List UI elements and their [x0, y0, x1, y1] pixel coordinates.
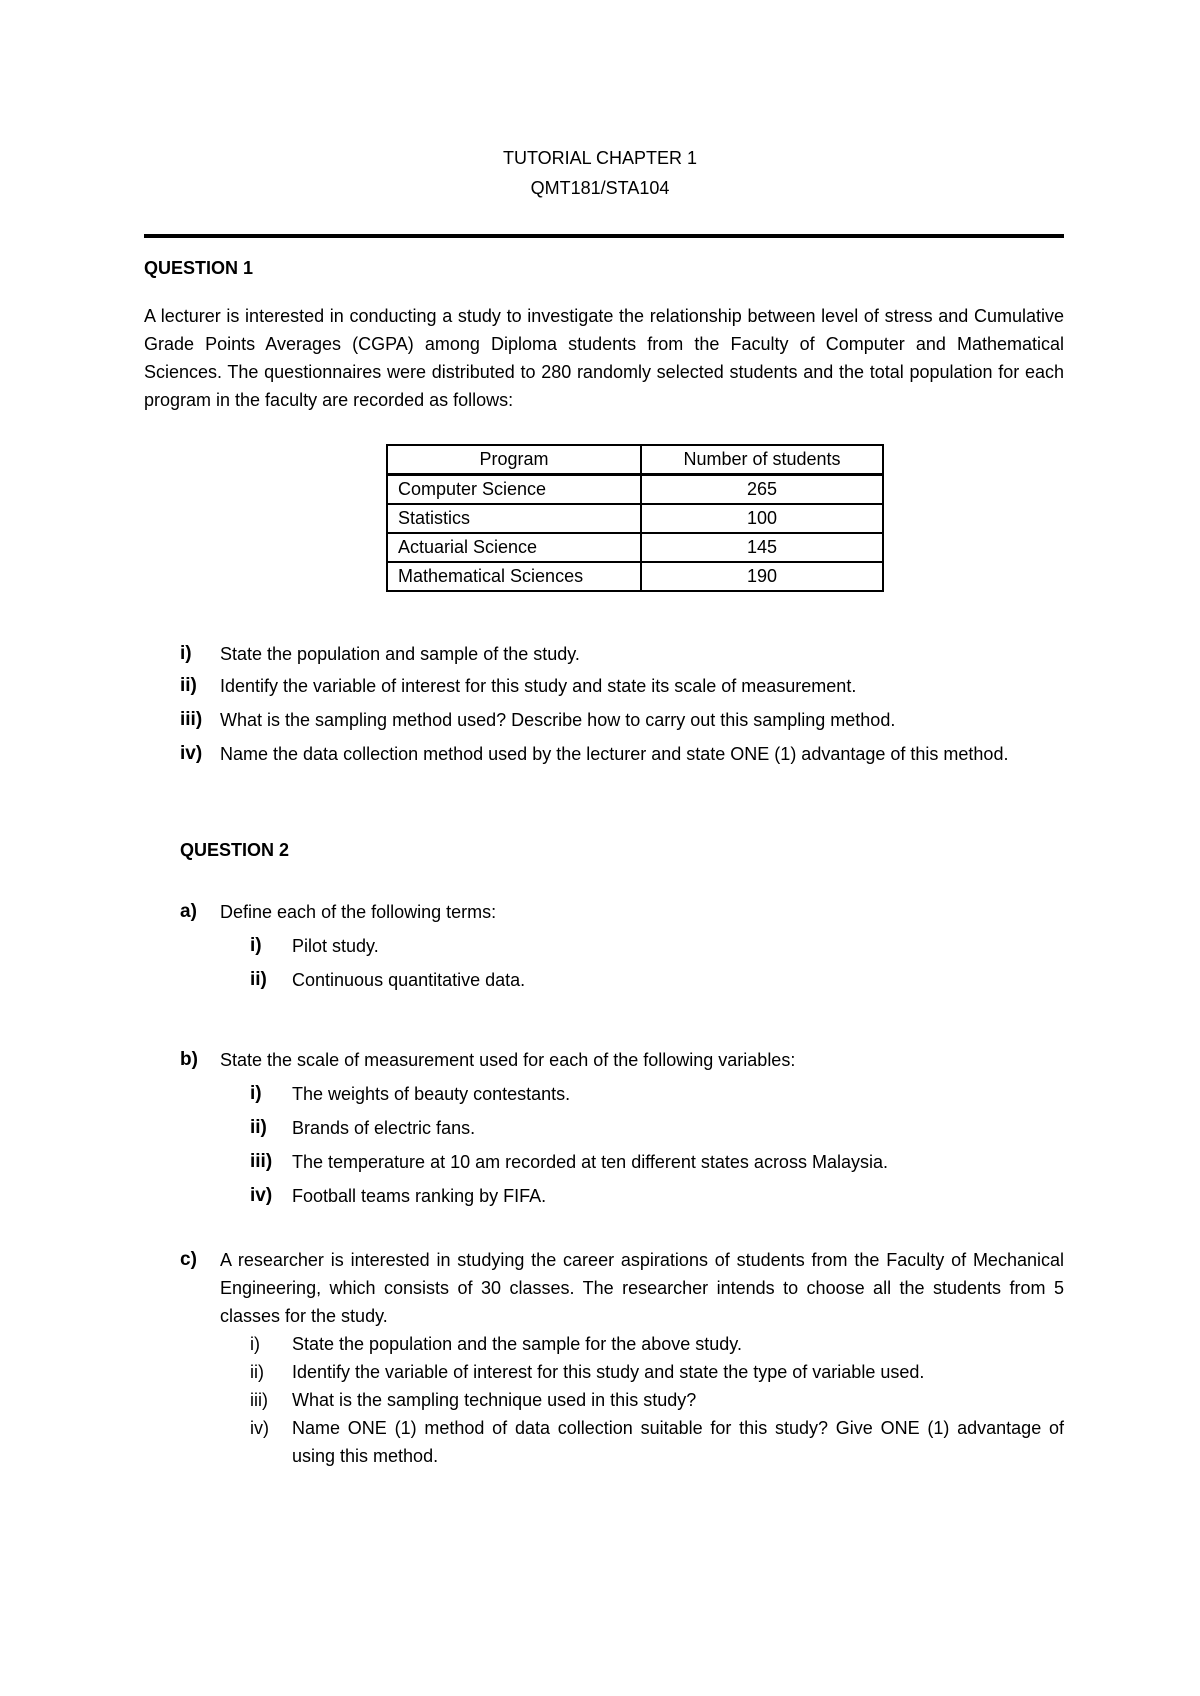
table-cell-program: Actuarial Science	[387, 533, 641, 562]
item-label: i)	[250, 1083, 262, 1104]
item-label: iv)	[250, 1185, 273, 1206]
item-text: Identify the variable of interest for this study and state the type of variable used.	[292, 1362, 925, 1382]
item-label: ii)	[250, 1117, 267, 1138]
q2-c-item-iii	[250, 1386, 1064, 1414]
item-text: Football teams ranking by FIFA.	[292, 1186, 547, 1206]
item-label: ii)	[180, 675, 197, 696]
table-header-row	[387, 445, 883, 475]
table-cell-program: Mathematical Sciences	[387, 562, 641, 591]
part-label: a)	[180, 901, 197, 922]
item-text: Identify the variable of interest for this study and state its scale of measurement.	[220, 676, 857, 696]
item-label: ii)	[250, 969, 267, 990]
q2-part-b	[180, 1046, 1064, 1074]
question-1-intro: A lecturer is interested in conducting a study to investigate the relationship between level of stress and Cumulative Grade Points Averages (CGPA) among Diploma students from the Faculty of Computer and Mathematical Sciences. The questionnaires were distributed to 280 randomly selected students and the total population for each program in the faculty are recorded as follows:	[144, 306, 1064, 410]
table-header-program: Program	[387, 445, 641, 475]
table-header-count: Number of students	[641, 445, 883, 475]
item-text: The temperature at 10 am recorded at ten different states across Malaysia.	[292, 1152, 888, 1172]
q2-b-item-ii	[250, 1114, 1064, 1142]
table-row	[387, 562, 883, 591]
table-row	[387, 504, 883, 533]
course-code: QMT181/STA104	[530, 178, 670, 198]
q1-item-i	[180, 640, 1064, 668]
q2-b-item-iv	[250, 1182, 1064, 1210]
q2-part-a	[180, 898, 1064, 926]
item-text: What is the sampling method used? Describe how to carry out this sampling method.	[220, 710, 896, 730]
item-label: ii)	[250, 1362, 264, 1382]
part-label: b)	[180, 1049, 198, 1070]
item-label: i)	[180, 643, 192, 664]
part-text: State the scale of measurement used for each of the following variables:	[220, 1050, 796, 1070]
question-2-heading: QUESTION 2	[180, 840, 290, 860]
table-cell-count: 190	[641, 562, 883, 591]
part-text: Define each of the following terms:	[220, 902, 497, 922]
item-text: Brands of electric fans.	[292, 1118, 476, 1138]
item-text: What is the sampling technique used in this study?	[292, 1390, 697, 1410]
q2-a-item-i	[250, 932, 1064, 960]
item-text: Continuous quantitative data.	[292, 970, 526, 990]
question-1-heading: QUESTION 1	[144, 258, 254, 278]
item-label: i)	[250, 935, 262, 956]
item-label: iv)	[180, 743, 203, 764]
item-text: Name ONE (1) method of data collection suitable for this study? Give ONE (1) advantage of using this method.	[292, 1418, 1064, 1466]
item-label: iii)	[250, 1390, 268, 1410]
item-label: i)	[250, 1334, 260, 1354]
item-label: iv)	[250, 1418, 269, 1438]
q2-b-item-i	[250, 1080, 1064, 1108]
table-row	[387, 475, 883, 505]
table-cell-count: 145	[641, 533, 883, 562]
item-text: Pilot study.	[292, 936, 379, 956]
q2-c-item-i	[250, 1330, 1064, 1358]
q2-part-c	[180, 1246, 1064, 1330]
table-cell-count: 265	[641, 475, 883, 505]
q1-item-iii	[180, 706, 1064, 734]
q1-item-iv	[180, 740, 1064, 800]
item-text: State the population and sample of the study.	[220, 644, 580, 664]
table-cell-count: 100	[641, 504, 883, 533]
table-cell-program: Statistics	[387, 504, 641, 533]
part-label: c)	[180, 1249, 197, 1270]
q2-c-item-ii	[250, 1358, 1064, 1386]
item-text: State the population and the sample for the above study.	[292, 1334, 742, 1354]
q2-b-item-iii	[250, 1148, 1064, 1176]
part-text: A researcher is interested in studying the career aspirations of students from the Faculty of Mechanical Engineering, which consists of 30 classes. The researcher intends to choose all the students from 5 classes for the study.	[220, 1250, 1064, 1326]
tutorial-title: TUTORIAL CHAPTER 1	[502, 148, 698, 168]
q2-c-item-iv	[250, 1414, 1064, 1470]
q2-a-item-ii	[250, 966, 1064, 994]
item-label: iii)	[180, 709, 203, 730]
item-text: The weights of beauty contestants.	[292, 1084, 571, 1104]
item-text: Name the data collection method used by the lecturer and state ONE (1) advantage of this method.	[220, 744, 1009, 764]
table-row	[387, 533, 883, 562]
header-rule	[144, 234, 1064, 238]
item-label: iii)	[250, 1151, 273, 1172]
table-cell-program: Computer Science	[387, 475, 641, 505]
q1-item-ii	[180, 672, 1064, 700]
program-table	[386, 444, 884, 592]
